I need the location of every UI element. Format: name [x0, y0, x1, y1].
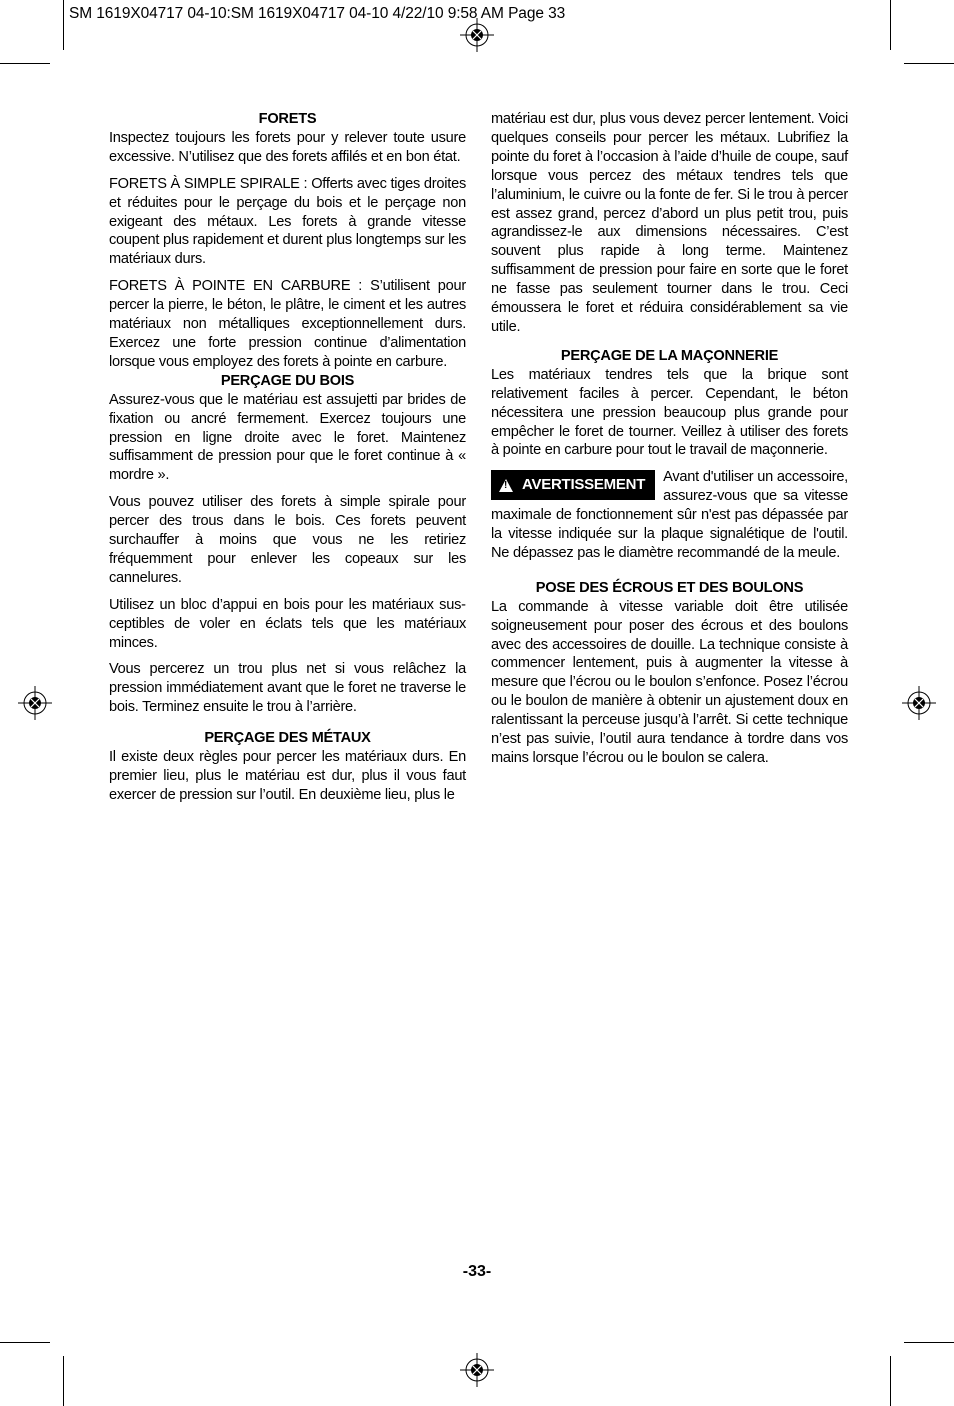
warning-text: Avant d'utiliser un accessoire, assurez-vous que sa vitesse maximale de fonctionnement sûr n'est pas dépassée par la vitesse indiquée sur la plaque signalétique de l'outil. Ne dépassez pas le diamètre recommandé de la meule. — [491, 469, 848, 561]
registration-mark-icon — [18, 686, 52, 720]
crop-mark — [904, 1342, 954, 1343]
crop-mark — [0, 1342, 50, 1343]
registration-mark-icon — [460, 1353, 494, 1387]
registration-mark-icon — [902, 686, 936, 720]
warning-triangle-icon — [499, 479, 513, 492]
paragraph: FORETS À POINTE EN CARBURE : S’utilisent pour percer la pierre, le béton, le plâtre, le ciment et les autres matériaux non métalliques exceptionnellement durs. Exercez une forte pression continue d’alimentation lorsque vous employez des forets à pointe en carbure. — [109, 278, 466, 370]
paragraph: Inspectez toujours les forets pour y relever toute usure excessive. N’utilisez que des forets affilés et en bon état. — [109, 129, 466, 165]
warning-badge — [491, 470, 655, 500]
crop-mark — [890, 0, 891, 50]
warning-block — [491, 468, 848, 563]
paragraph: FORETS À SIMPLE SPIRALE : Offerts avec tiges droites et réduites pour le perçage du bois et le perçage non exigeant des métaux. Les forets à grande vitesse coupent plus rapidement et durent plus longtemps sur les matériaux durs. — [109, 175, 466, 268]
paragraph: Les matériaux tendres tels que la brique sont relativement faciles à percer. Cependant, le béton nécessitera une pression beaucoup plus grande pour empêcher le foret de tourner. Veillez à utiliser des forets à pointe en carbure pour tout le travail de maçonnerie. — [491, 366, 848, 459]
paragraph: La commande à vitesse variable doit être utilisée soigneusement pour poser des écrous et des boulons avec des accessoires de douille. La technique consiste à commencer lentement, puis à augmenter la vitesse à mesure que l’écrou ou le boulon s’enfonce. Posez l’écrou ou le boulon de manière à obtenir un ajustement doux en ralentissant la perceuse jusqu’à l’arrêt. Si cette technique n’est pas suivie, l’outil aura tendance à tordre dans vos mains lorsque l’écrou ou le boulon se calera. — [491, 598, 848, 766]
paragraph: matériau est dur, plus vous devez percer lentement. Voici quelques conseils pour percer les métaux. Lubrifiez la pointe du foret à l’occasion à l’aide d’huile de coupe, sauf lorsque vous percez des métaux tendres tels que l’aluminium, le cuivre ou la fonte de fer. Si le trou à percer est assez grand, percez d’abord un plus petit trou, puis agrandissez-le aux dimensions nécessaires. C’est souvent plus rapide à long terme. Maintenez suffisamment de pression pour faire en sorte que le foret ne fasse pas seulement tourner dans le trou. Ceci émoussera le foret et réduira considérablement sa vie utile. — [491, 111, 848, 335]
section-title-percage-bois: PERÇAGE DU BOIS — [220, 372, 355, 389]
paragraph: Vous percerez un trou plus net si vous relâchez la pression immédiatement avant que le foret ne traverse le bois. Terminez ensuite le trou à l’arrière. — [109, 661, 466, 716]
crop-mark — [63, 0, 64, 50]
section-title-percage-maconnerie: PERÇAGE DE LA MAÇONNERIE — [560, 347, 779, 364]
crop-mark — [890, 1356, 891, 1406]
paragraph: Utilisez un bloc d’appui en bois pour les matériaux susceptibles de voler en éclats tels que les matériaux minces. — [109, 596, 466, 651]
registration-mark-icon — [460, 18, 494, 52]
section-title-forets: FORETS — [258, 111, 317, 127]
paragraph: Il existe deux règles pour percer les matériaux durs. En premier lieu, plus le matériau est dur, plus il vous faut exercer de pression sur l’outil. En deuxième lieu, plus le — [109, 749, 466, 803]
crop-mark — [63, 1356, 64, 1406]
paragraph: Assurez-vous que le matériau est assujetti par brides de fixation ou ancré fermement. Exercez toujours une pression en ligne droite avec le foret. Maintenez suffisamment de pression pour que le foret continue à « mordre ». — [109, 391, 466, 484]
crop-mark — [0, 63, 50, 64]
print-slug: SM 1619X04717 04-10:SM 1619X04717 04-10 4/22/10 9:58 AM Page 33 — [69, 5, 566, 22]
left-column — [109, 110, 466, 813]
paragraph: Vous pouvez utiliser des forets à simple spirale pour percer des trous dans le bois. Ces forets peuvent surchauffer à moins que vous ne les retiriez fréquemment pour enlever les copeaux sur les cannelures. — [109, 494, 466, 586]
warning-label: AVERTISSEMENT — [522, 476, 646, 494]
section-title-ecrous-boulons: POSE DES ÉCROUS ET DES BOULONS — [535, 579, 804, 596]
right-column — [491, 110, 848, 776]
crop-mark — [904, 63, 954, 64]
page-number: -33- — [462, 1263, 492, 1280]
section-title-percage-metaux: PERÇAGE DES MÉTAUX — [204, 730, 371, 747]
